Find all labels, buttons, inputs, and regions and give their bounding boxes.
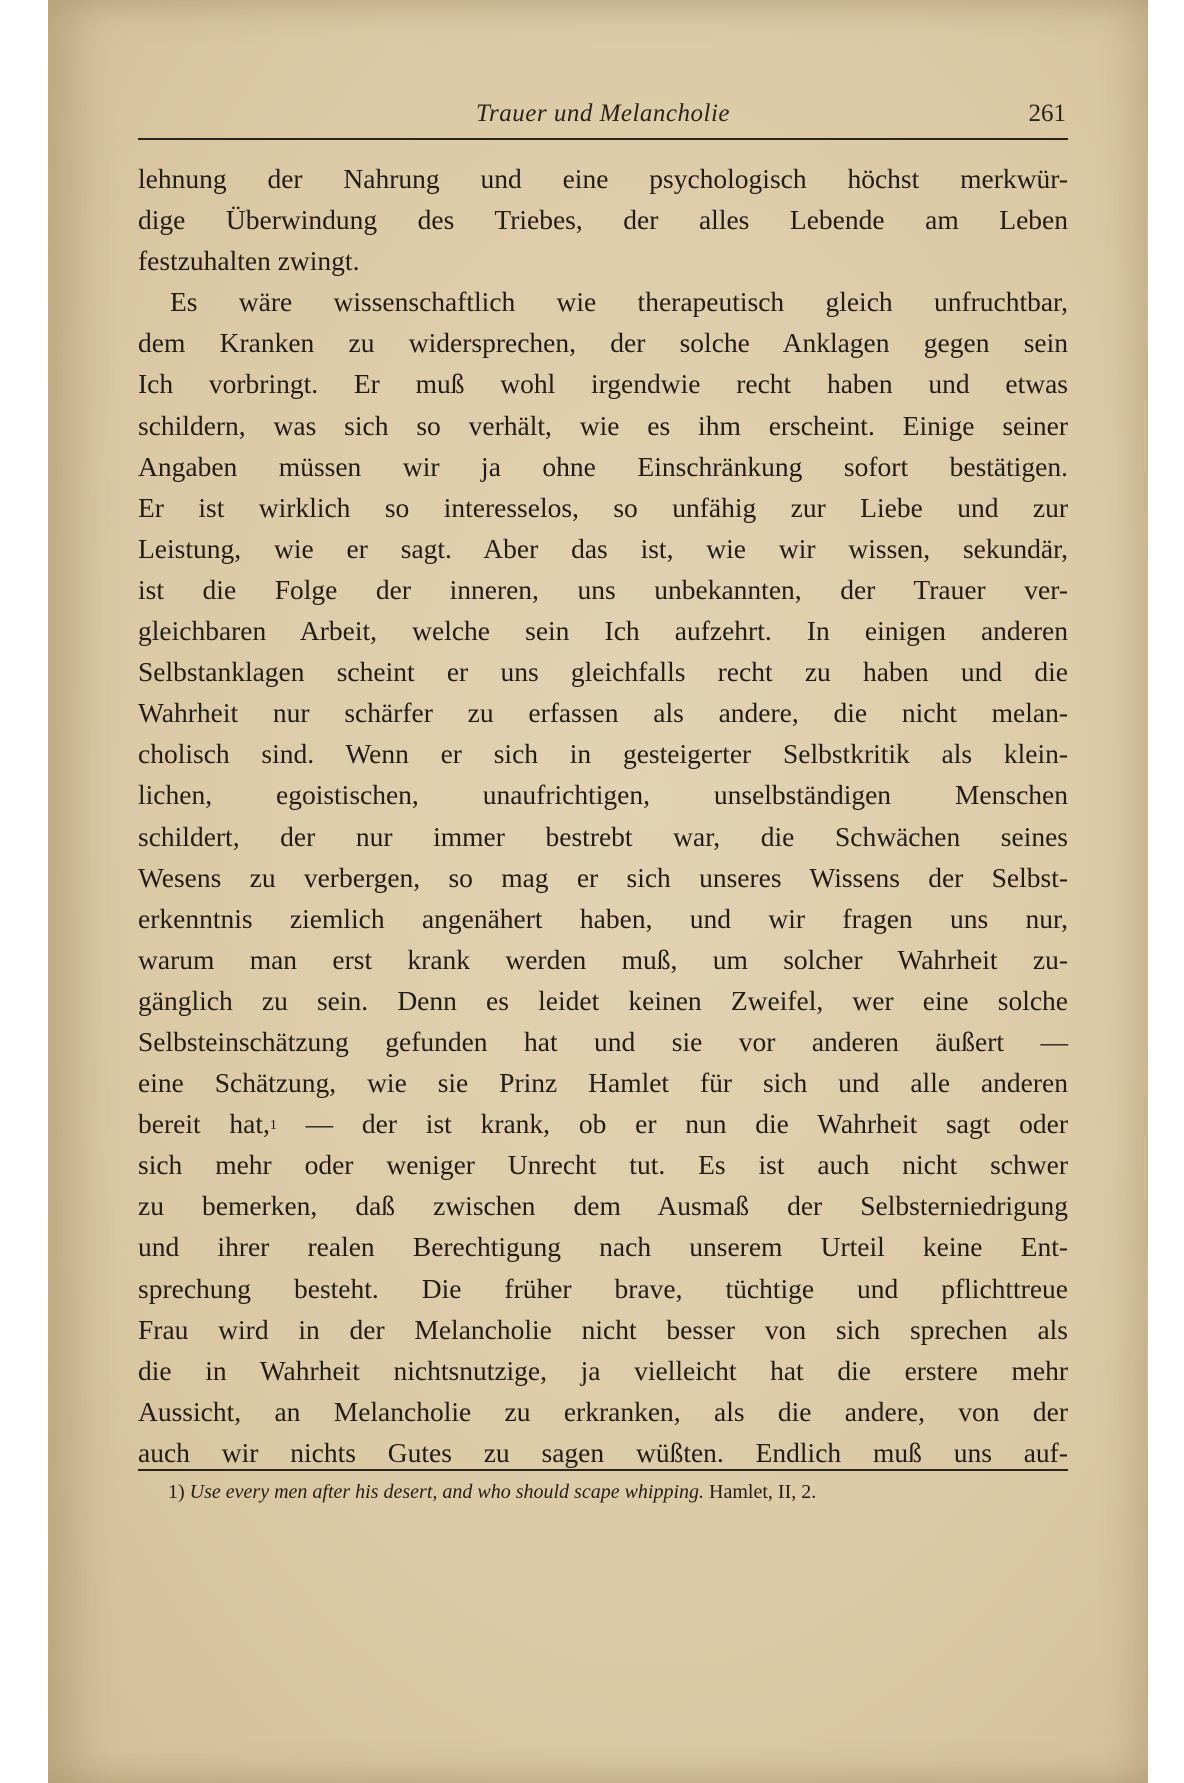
book-page	[48, 0, 1148, 1783]
footnote-reference: 1	[269, 1118, 277, 1134]
text-line: gänglich zu sein. Denn es leidet keinen Zweifel, wer eine solche	[138, 984, 1068, 1016]
body-text	[138, 158, 1068, 1473]
text-line: die in Wahrheit nichtsnutzige, ja vielleicht hat die erstere mehr	[138, 1354, 1068, 1386]
text-line: Es wäre wissenschaftlich wie therapeutisch gleich unfruchtbar,	[170, 286, 1068, 318]
text-line: warum man erst krank werden muß, um solcher Wahrheit zu-	[138, 943, 1068, 975]
text-line-start: bereit hat,	[138, 1108, 270, 1140]
text-line: Selbsteinschätzung gefunden hat und sie vor anderen äußert —	[138, 1025, 1068, 1057]
text-line: zu bemerken, daß zwischen dem Ausmaß der Selbsterniedrigung	[138, 1190, 1068, 1222]
text-line: Aussicht, an Melancholie zu erkranken, als die andere, von der	[138, 1395, 1068, 1427]
text-line: dige Überwindung des Triebes, der alles Lebende am Leben	[138, 204, 1068, 236]
text-line: gleichbaren Arbeit, welche sein Ich aufzehrt. In einigen anderen	[138, 615, 1068, 647]
page-number: 261	[1028, 100, 1066, 127]
text-line: Leistung, wie er sagt. Aber das ist, wie wir wissen, sekundär,	[138, 532, 1068, 564]
text-line: Selbstanklagen scheint er uns gleichfalls recht zu haben und die	[138, 656, 1068, 688]
footnote-quote: Use every men after his desert, and who should scape whipping.	[189, 1481, 705, 1503]
text-line: ist die Folge der inneren, uns unbekannten, der Trauer ver-	[138, 573, 1068, 605]
text-line: erkenntnis ziemlich angenähert haben, und wir fragen uns nur,	[138, 902, 1068, 934]
footnote-divider	[138, 1469, 1068, 1471]
text-line: sich mehr oder weniger Unrecht tut. Es ist auch nicht schwer	[138, 1149, 1068, 1181]
text-line: und ihrer realen Berechtigung nach unserem Urteil keine Ent-	[138, 1231, 1068, 1263]
text-line: sprechung besteht. Die früher brave, tüchtige und pflichttreue	[138, 1272, 1068, 1304]
text-line: festzuhalten zwingt.	[138, 245, 360, 277]
text-line: lehnung der Nahrung und eine psychologisch höchst merkwür-	[138, 163, 1068, 194]
page-header	[138, 96, 1068, 140]
running-title: Trauer und Melancholie	[475, 100, 731, 127]
footnote	[168, 1478, 1048, 1506]
text-line: Frau wird in der Melancholie nicht besser von sich sprechen als	[138, 1313, 1068, 1345]
text-line: schildern, was sich so verhält, wie es ihm erscheint. Einige seiner	[138, 409, 1068, 441]
text-line-with-footnote-ref	[138, 1103, 1068, 1144]
text-line: schildert, der nur immer bestrebt war, die Schwächen seines	[138, 820, 1068, 852]
text-line: dem Kranken zu widersprechen, der solche Anklagen gegen sein	[138, 327, 1068, 359]
text-line: cholisch sind. Wenn er sich in gesteigerter Selbstkritik als klein-	[138, 738, 1068, 770]
text-line: Wesens zu verbergen, so mag er sich unseres Wissens der Selbst-	[138, 861, 1068, 893]
text-line: auch wir nichts Gutes zu sagen wüßten. Endlich muß uns auf-	[138, 1436, 1068, 1468]
text-line-end: — der ist krank, ob er nun die Wahrheit sagt oder	[276, 1108, 1068, 1140]
footnote-source: Hamlet, II, 2.	[709, 1481, 817, 1503]
text-line: Angaben müssen wir ja ohne Einschränkung sofort bestätigen.	[138, 450, 1068, 482]
text-line: eine Schätzung, wie sie Prinz Hamlet für sich und alle anderen	[138, 1067, 1068, 1099]
text-line: Wahrheit nur schärfer zu erfassen als andere, die nicht melan-	[138, 697, 1068, 729]
footnote-number: 1)	[168, 1481, 185, 1503]
text-line: Er ist wirklich so interesselos, so unfähig zur Liebe und zur	[138, 491, 1068, 523]
text-line: Ich vorbringt. Er muß wohl irgendwie recht haben und etwas	[138, 368, 1068, 400]
text-line: lichen, egoistischen, unaufrichtigen, unselbständigen Menschen	[138, 779, 1068, 811]
